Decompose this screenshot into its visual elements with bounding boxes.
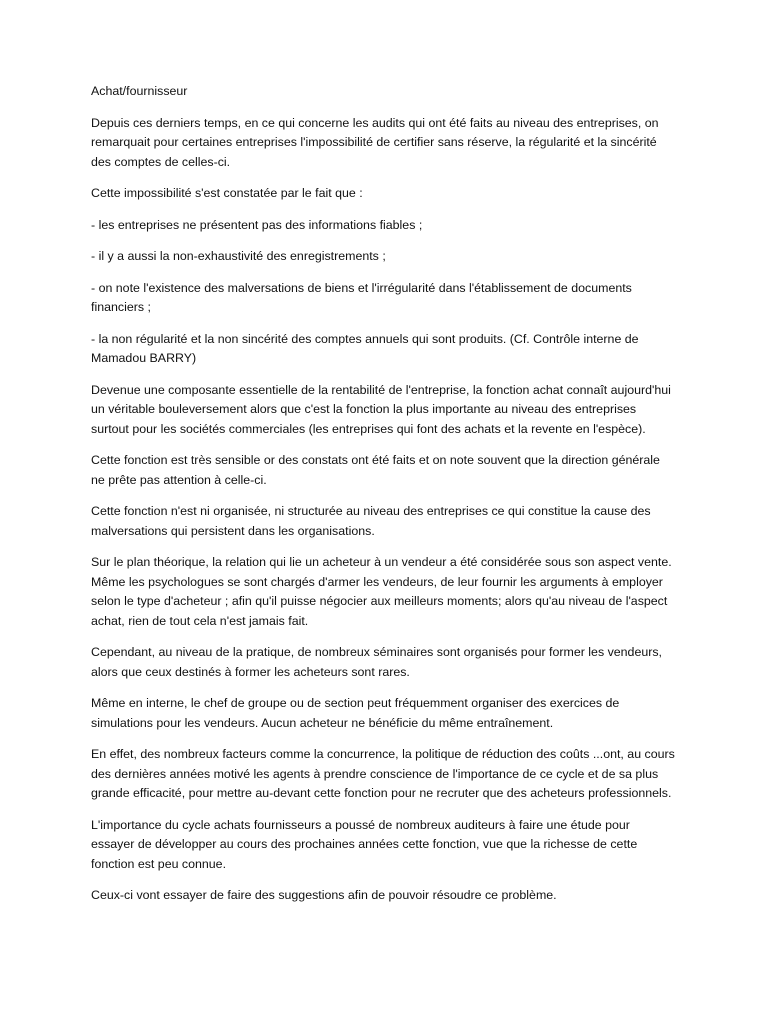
paragraph-impossibility: Cette impossibilité s'est constatée par le fait que : — [91, 186, 363, 200]
list-item-non-exhaustive: - il y a aussi la non-exhaustivité des enregistrements ; — [91, 249, 386, 263]
paragraph-importance-cycle: L'importance du cycle achats fournisseurs a poussé de nombreux auditeurs à faire une étude pour essayer de développer au cours des prochaines années cette fonction, vue que la richesse de cette fonction est peu connue. — [91, 817, 638, 871]
list-item-non-regularity: - la non régularité et la non sincérité des comptes annuels qui sont produits. (Cf. Contrôle interne de Mamadou BARRY) — [91, 331, 639, 365]
paragraph-theory: Sur le plan théorique, la relation qui lie un acheteur à un vendeur a été considérée sous son aspect vente. Même les psychologues se sont chargés d'armer les vendeurs, de leur fournir les arguments à employer selon le type d'acheteur ; afin qu'il puisse négocier aux meilleurs moments; alors qu'au niveau de l'aspect achat, rien de tout cela n'est jamais fait. — [91, 555, 672, 628]
paragraph-purchasing-function: Devenue une composante essentielle de la rentabilité de l'entreprise, la fonction achat connaît aujourd'hui un véritable bouleversement alors que c'est la fonction la plus importante au niveau des entreprises surtout pour les sociétés commerciales (les entreprises qui font des achats et la revente en l'espèce). — [91, 382, 671, 436]
paragraph-sensitive-function: Cette fonction est très sensible or des constats ont été faits et on note souvent que la direction générale ne prête pas attention à celle-ci. — [91, 453, 660, 487]
paragraph-not-organized: Cette fonction n'est ni organisée, ni structurée au niveau des entreprises ce qui constitue la cause des malversations qui persistent dans les organisations. — [91, 504, 651, 538]
list-item-unreliable-info: - les entreprises ne présentent pas des informations fiables ; — [91, 217, 423, 232]
paragraph-audits-intro: Depuis ces derniers temps, en ce qui concerne les audits qui ont été faits au niveau des entreprises, on remarquait pour certaines entreprises l'impossibilité de certifier sans réserve, la régularité et la sincérité des comptes de celles-ci. — [91, 115, 659, 169]
paragraph-internal-training: Même en interne, le chef de groupe ou de section peut fréquemment organiser des exercices de simulations pour les vendeurs. Aucun acheteur ne bénéficie du même entraînement. — [91, 696, 620, 730]
paragraph-suggestions: Ceux-ci vont essayer de faire des suggestions afin de pouvoir résoudre ce problème. — [91, 888, 557, 902]
document-title: Achat/fournisseur — [91, 84, 188, 98]
list-item-malversations: - on note l'existence des malversations de biens et l'irrégularité dans l'établissement de documents financiers ; — [91, 280, 632, 314]
document-page — [91, 82, 675, 918]
paragraph-practice: Cependant, au niveau de la pratique, de nombreux séminaires sont organisés pour former les vendeurs, alors que ceux destinés à former les acheteurs sont rares. — [91, 645, 662, 679]
paragraph-factors: En effet, des nombreux facteurs comme la concurrence, la politique de réduction des coûts ...ont, au cours des dernières années motivé les agents à prendre conscience de l'importance de ce cycle et de sa plus grande efficacité, pour mettre au-devant cette fonction pour ne recruter que des acheteurs professionnels. — [91, 747, 675, 800]
